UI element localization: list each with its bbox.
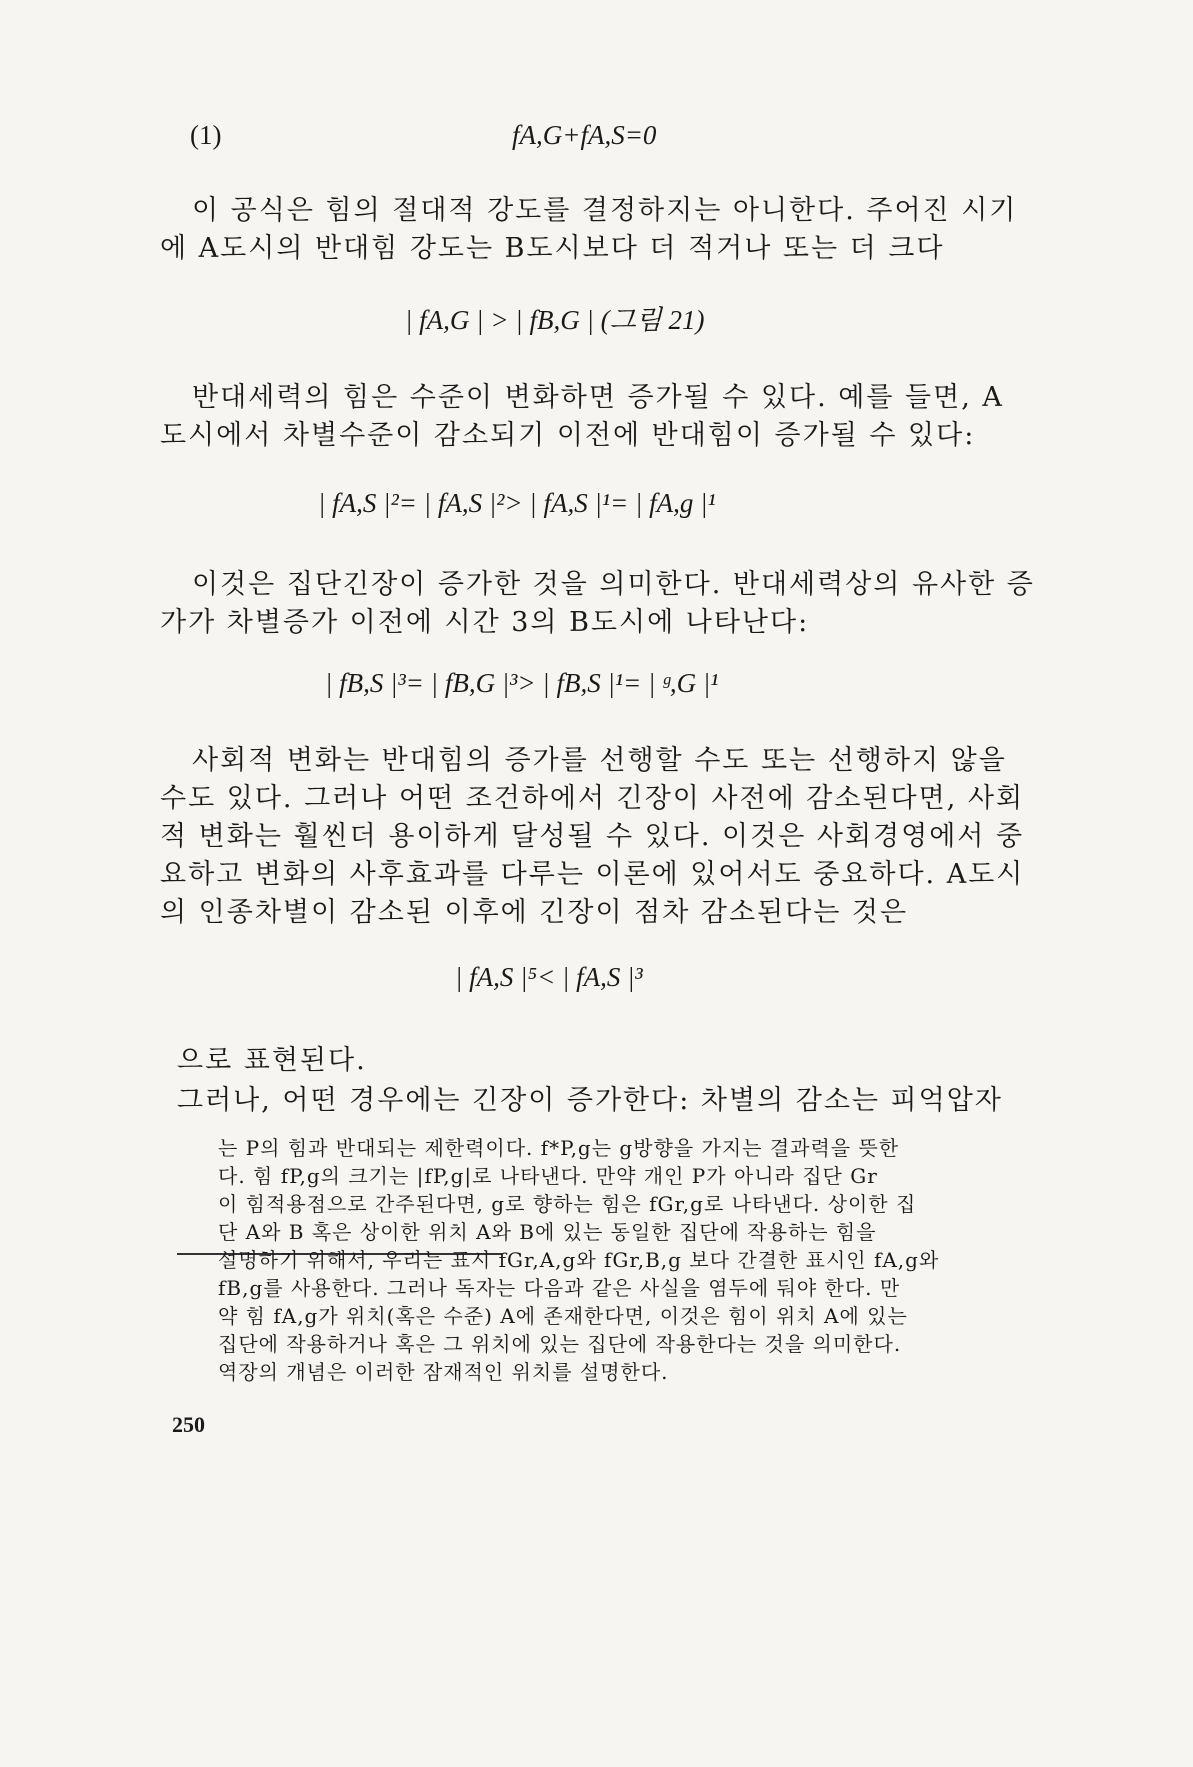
paragraph-2-line-1: 반대세력의 힘은 수준이 변화하면 증가될 수 있다. 예를 들면, A [192,382,1004,413]
equation-3: | fA,S |²= | fA,S |²> | fA,S |¹= | fA,g |¹ [318,488,716,518]
equation-2: | fA,G | > | fB,G | (그림 21) [405,305,705,335]
paragraph-2-line-2: 도시에서 차별수준이 감소되기 이전에 반대힘이 증가될 수 있다: [160,420,976,451]
paragraph-4-line-5: 의 인종차별이 감소된 이후에 긴장이 점차 감소된다는 것은 [160,897,909,928]
equation-5: | fA,S |⁵< | fA,S |³ [455,962,643,992]
equation-1: fA,G+fA,S=0 [512,120,657,150]
paragraph-4-line-3: 적 변화는 훨씬더 용이하게 달성될 수 있다. 이것은 사회경영에서 중 [160,821,1025,852]
equation-4: | fB,S |³= | fB,G |³> | fB,S |¹= | ᵍ,G |¹ [325,668,719,698]
page-number: 250 [172,1412,205,1437]
paragraph-3-line-2: 가가 차별증가 이전에 시간 3의 B도시에 나타난다: [160,607,810,638]
paragraph-5: 으로 표현된다. [177,1045,367,1076]
paragraph-6: 그러나, 어떤 경우에는 긴장이 증가한다: 차별의 감소는 피억압자 [177,1085,1003,1116]
paragraph-1-line-2: 에 A도시의 반대힘 강도는 B도시보다 더 적거나 또는 더 크다 [160,233,945,264]
paragraph-4-line-1: 사회적 변화는 반대힘의 증가를 선행할 수도 또는 선행하지 않을 [192,745,1007,776]
paragraph-1-line-1: 이 공식은 힘의 절대적 강도를 결정하지는 아니한다. 주어진 시기 [192,195,1018,226]
paragraph-4-line-4: 요하고 변화의 사후효과를 다루는 이론에 있어서도 중요하다. A도시 [160,859,1025,890]
footnote-line-9: 역장의 개념은 이러한 잠재적인 위치를 설명한다. [218,1360,669,1384]
footnote-line-7: 약 힘 fA,g가 위치(혹은 수준) A에 존재한다면, 이것은 힘이 위치 A에 있는 [218,1304,908,1328]
paragraph-3-line-1: 이것은 집단긴장이 증가한 것을 의미한다. 반대세력상의 유사한 증 [192,569,1035,600]
footnote-line-6: fB,g를 사용한다. 그러나 독자는 다음과 같은 사실을 염두에 둬야 한다. 만 [218,1276,901,1300]
footnote-line-4: 단 A와 B 혹은 상이한 위치 A와 B에 있는 동일한 집단에 작용하는 힘을 [218,1220,877,1244]
footnote-line-8: 집단에 작용하거나 혹은 그 위치에 있는 집단에 작용한다는 것을 의미한다. [218,1332,902,1356]
footnote-line-3: 이 힘적용점으로 간주된다면, g로 향하는 힘은 fGr,g로 나타낸다. 상이한 집 [218,1192,917,1216]
footnote-line-5: 설명하기 위해서, 우리는 표시 fGr,A,g와 fGr,B,g 보다 간결한 표시인 fA,g와 [218,1248,940,1272]
footnote-line-2: 다. 힘 fP,g의 크기는 |fP,g|로 나타낸다. 만약 개인 P가 아니라 집단 Gr [218,1164,878,1188]
footnote-line-1: 는 P의 힘과 반대되는 제한력이다. f*P,g는 g방향을 가지는 결과력을 뜻한 [218,1136,900,1160]
equation-number: (1) [190,120,222,150]
paragraph-4-line-2: 수도 있다. 그러나 어떤 조건하에서 긴장이 사전에 감소된다면, 사회 [160,783,1025,814]
